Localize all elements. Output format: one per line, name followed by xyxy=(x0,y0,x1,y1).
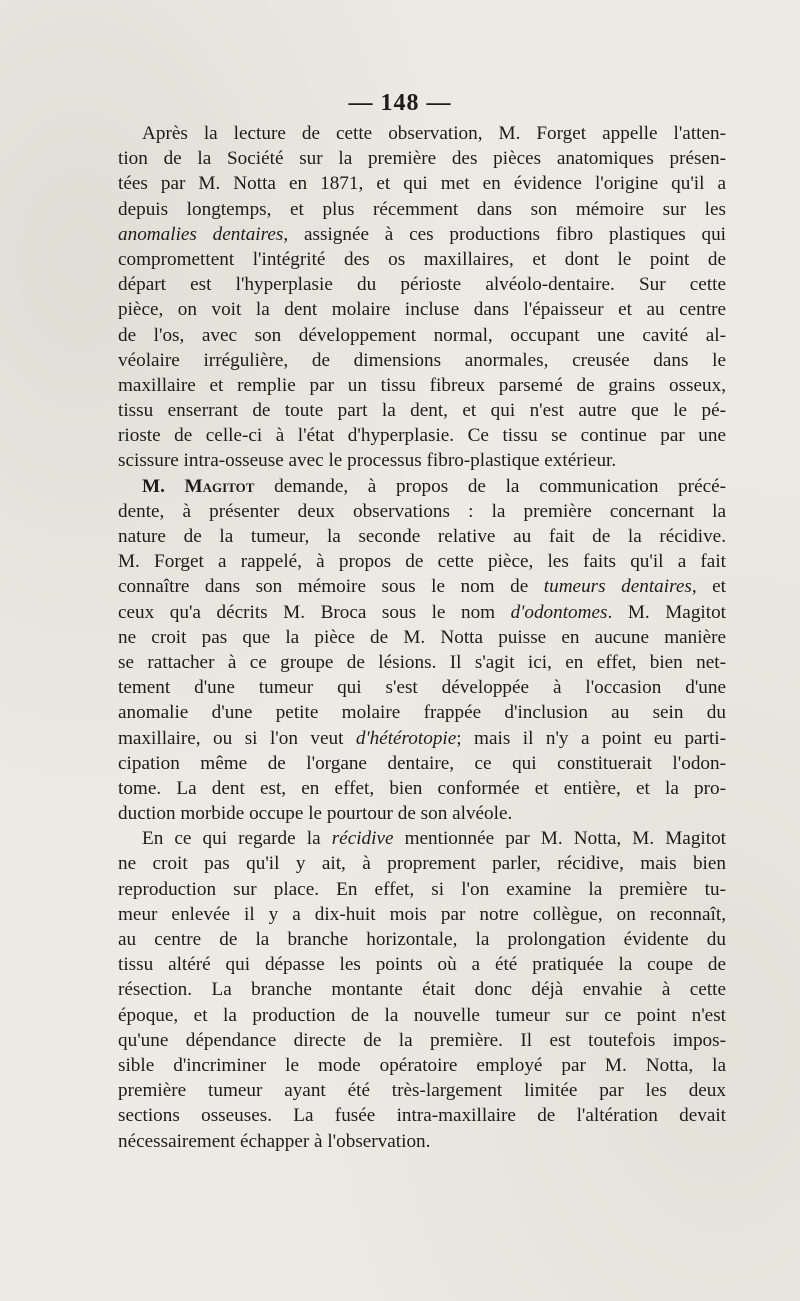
text-line: ne croit pas qu'il y ait, à proprement parler, récidive, mais bien xyxy=(118,853,726,875)
text-segment: ; mais il n'y a point eu parti- xyxy=(456,727,726,749)
text-line: tement d'une tumeur qui s'est développée à l'occasion d'une xyxy=(118,677,726,699)
text-line: compromettent l'intégrité des os maxillaires, et dont le point de xyxy=(118,248,726,270)
text-line: nature de la tumeur, la seconde relative au fait de la récidive. xyxy=(118,526,726,547)
text-line: meur enlevée il y a dix-huit mois par notre collègue, on reconnaît, xyxy=(118,903,726,925)
text-segment: demande, à propos de la communication précé- xyxy=(254,475,727,497)
text-line: maxillaire et remplie par un tissu fibreux parsemé de grains osseux, xyxy=(118,374,726,396)
text-line: tées par M. Notta en 1871, et qui met en évidence l'origine qu'il a xyxy=(118,173,726,195)
text-line: rioste de celle-ci à l'état d'hyperplasie. Ce tissu se continue par une xyxy=(118,425,726,447)
italic-term: anomalies dentaires xyxy=(118,223,284,245)
italic-term: d'odontomes xyxy=(510,601,608,623)
paragraph xyxy=(118,826,726,1153)
text-line: qu'une dépendance directe de la première. Il est toutefois impos- xyxy=(118,1029,726,1051)
text-segment: En ce qui regarde la xyxy=(142,828,332,850)
text-line: scissure intra-osseuse avec le processus fibro-plastique extérieur. xyxy=(118,450,617,472)
text-line xyxy=(118,574,726,599)
text-segment: , et xyxy=(691,576,726,598)
paragraph xyxy=(118,121,726,474)
italic-term: d'hétérotopie xyxy=(355,727,457,749)
text-line: tion de la Société sur la première des pièces anatomiques présen- xyxy=(118,148,726,170)
text-line xyxy=(118,474,726,499)
text-segment: mentionnée par M. Notta, M. Magitot xyxy=(393,828,726,850)
text-line: cipation même de l'organe dentaire, ce qui constituerait l'odon- xyxy=(118,752,726,774)
text-line xyxy=(118,222,726,247)
text-line: nécessairement échapper à l'observation. xyxy=(118,1130,431,1152)
text-line: anomalie d'une petite molaire frappée d'inclusion au sein du xyxy=(118,702,726,724)
text-line: Après la lecture de cette observation, M. Forget appelle l'atten- xyxy=(142,123,726,144)
text-line: véolaire irrégulière, de dimensions anormales, creusée dans le xyxy=(118,349,726,371)
text-line: sible d'incriminer le mode opératoire employé par M. Notta, la xyxy=(118,1054,726,1076)
text-line: M. Forget a rappelé, à propos de cette pièce, les faits qu'il a fait xyxy=(118,551,726,573)
text-line: résection. La branche montante était donc déjà envahie à cette xyxy=(118,979,726,1001)
text-segment: ceux qu'a décrits M. Broca sous le nom xyxy=(118,601,511,623)
text-line: première tumeur ayant été très-largement limitée par les deux xyxy=(118,1080,726,1102)
italic-term: tumeurs dentaires xyxy=(543,576,692,598)
text-line: tissu enserrant de toute part la dent, et qui n'est autre que le pé- xyxy=(118,400,726,422)
speaker-name: M. Magitot xyxy=(142,475,255,497)
body-text xyxy=(118,121,726,1154)
text-line: époque, et la production de la nouvelle tumeur sur ce point n'est xyxy=(118,1004,726,1026)
text-line: reproduction sur place. En effet, si l'on examine la première tu- xyxy=(118,878,726,900)
text-line xyxy=(118,600,726,625)
text-line: ne croit pas que la pièce de M. Notta puisse en aucune manière xyxy=(118,626,726,648)
text-line: sections osseuses. La fusée intra-maxillaire de l'altération devait xyxy=(118,1105,726,1127)
text-line: dente, à présenter deux observations : la première concernant la xyxy=(118,500,726,522)
text-line: départ est l'hyperplasie du périoste alvéolo-dentaire. Sur cette xyxy=(118,274,726,296)
text-line: tome. La dent est, en effet, bien conformée et entière, et la pro- xyxy=(118,777,726,799)
text-line: duction morbide occupe le pourtour de son alvéole. xyxy=(118,803,513,825)
text-segment: connaître dans son mémoire sous le nom de xyxy=(118,576,544,598)
page-number: — 148 — xyxy=(348,90,452,116)
text-segment: maxillaire, ou si l'on veut xyxy=(118,727,356,749)
text-line xyxy=(118,826,726,851)
text-line: se rattacher à ce groupe de lésions. Il s'agit ici, en effet, bien net- xyxy=(118,651,726,673)
text-line: de l'os, avec son développement normal, occupant une cavité al- xyxy=(118,324,726,346)
text-line: depuis longtemps, et plus récemment dans son mémoire sur les xyxy=(118,198,726,220)
text-line xyxy=(118,726,726,751)
italic-term: récidive xyxy=(331,828,394,850)
text-line: tissu altéré qui dépasse les points où a été pratiquée la coupe de xyxy=(118,954,726,976)
text-segment: . M. Magitot xyxy=(607,601,727,623)
text-segment: , assignée à ces productions fibro plastiques qui xyxy=(283,223,727,245)
text-line: au centre de la branche horizontale, la prolongation évidente du xyxy=(118,929,726,950)
paragraph xyxy=(118,474,726,827)
text-line: pièce, on voit la dent molaire incluse dans l'épaisseur et au centre xyxy=(118,299,726,321)
